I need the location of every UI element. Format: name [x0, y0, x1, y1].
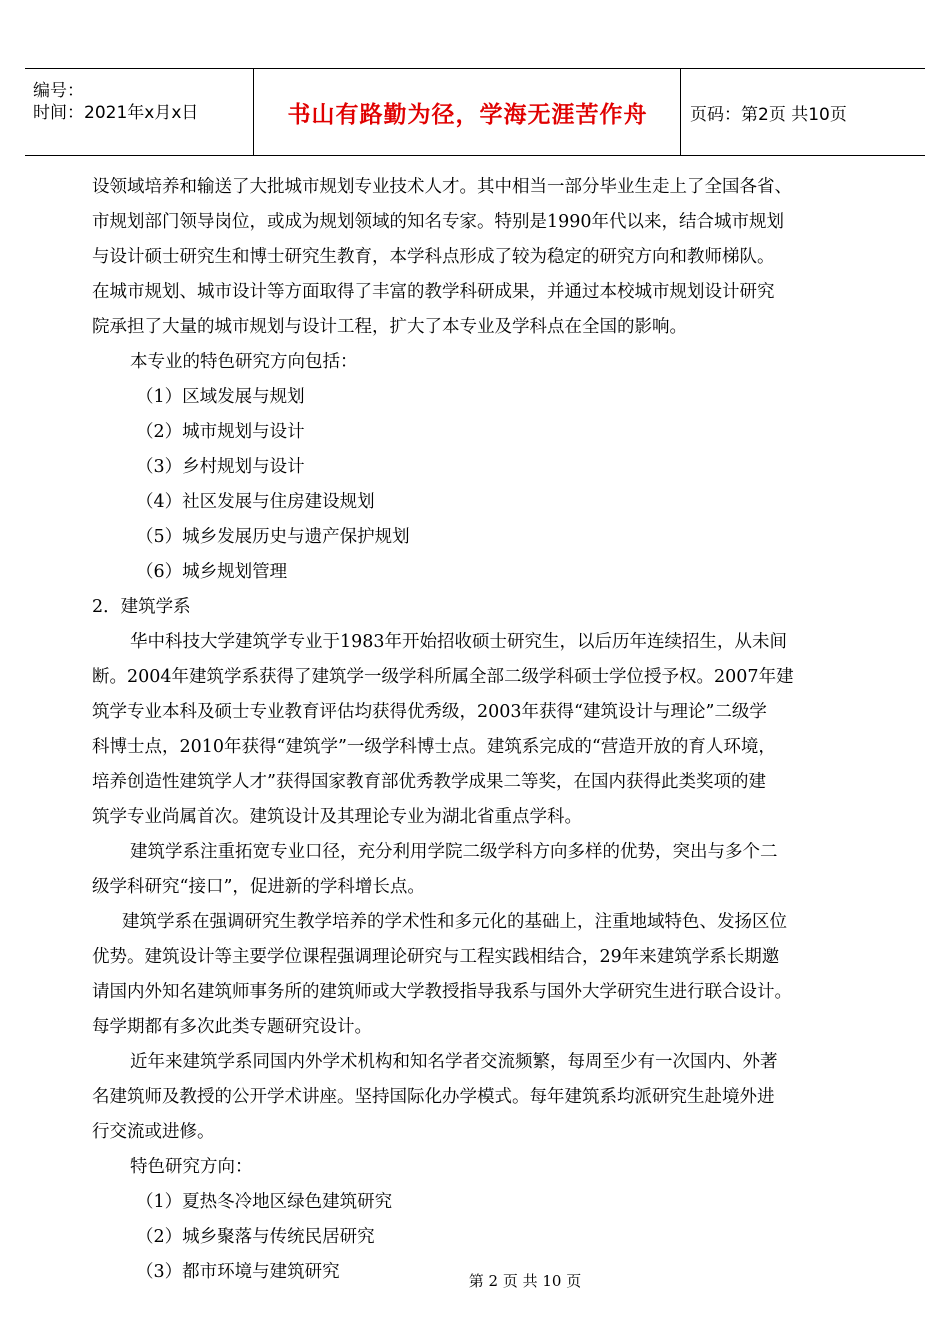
direction-item: （5）城乡发展历史与遗产保护规划 [136, 527, 410, 547]
page-footer: 第 2 页 共 10 页 [468, 1272, 582, 1290]
body-line: 在城市规划、城市设计等方面取得了丰富的教学科研成果，并通过本校城市规划设计研究 [92, 282, 775, 302]
direction-item: （2）城乡聚落与传统民居研究 [136, 1227, 375, 1247]
document-body [92, 170, 862, 1290]
section-heading: 2．建筑学系 [92, 597, 191, 617]
direction-item: （4）社区发展与住房建设规划 [136, 492, 375, 512]
direction-item: （1）夏热冬冷地区绿色建筑研究 [136, 1192, 393, 1212]
direction-item: （6）城乡规划管理 [136, 562, 288, 582]
body-line: 级学科研究“接口”，促进新的学科增长点。 [92, 877, 425, 897]
body-line: 院承担了大量的城市规划与设计工程，扩大了本专业及学科点在全国的影响。 [92, 317, 687, 337]
direction-item: （3）都市环境与建筑研究 [136, 1262, 340, 1282]
body-line: 优势。建筑设计等主要学位课程强调理论研究与工程实践相结合，29年来建筑学系长期邀 [92, 947, 780, 967]
body-line: 筑学专业本科及硕士专业教育评估均获得优秀级，2003年获得“建筑设计与理论”二级学 [92, 702, 767, 722]
body-line: 筑学专业尚属首次。建筑设计及其理论专业为湖北省重点学科。 [92, 807, 582, 827]
body-line: 培养创造性建筑学人才”获得国家教育部优秀教学成果二等奖，在国内获得此类奖项的建 [92, 772, 766, 792]
body-line: 断。2004年建筑学系获得了建筑学一级学科所属全部二级学科硕士学位授予权。2007年建 [92, 667, 794, 687]
header-page-label: 页码：第2页 共10页 [690, 104, 847, 125]
document-number-label: 编号： [33, 81, 84, 101]
body-line: 近年来建筑学系同国内外学术机构和知名学者交流频繁，每周至少有一次国内、外著 [130, 1052, 778, 1072]
directions-intro: 特色研究方向： [130, 1157, 253, 1177]
body-line: 建筑学系注重拓宽专业口径，充分利用学院二级学科方向多样的优势，突出与多个二 [130, 842, 778, 862]
body-line: 行交流或进修。 [92, 1122, 215, 1142]
header-motto: 书山有路勤为径，学海无涯苦作舟 [287, 101, 648, 128]
body-line: 设领域培养和输送了大批城市规划专业技术人才。其中相当一部分毕业生走上了全国各省、 [92, 177, 792, 197]
direction-item: （2）城市规划与设计 [136, 422, 305, 442]
body-line: 与设计硕士研究生和博士研究生教育，本学科点形成了较为稳定的研究方向和教师梯队。 [92, 247, 775, 267]
header-meta [33, 80, 198, 124]
body-line: 科博士点，2010年获得“建筑学”一级学科博士点。建筑系完成的“营造开放的育人环境， [92, 737, 776, 757]
direction-item: （1）区域发展与规划 [136, 387, 305, 407]
header-divider-right [680, 68, 681, 156]
header-divider-left [253, 68, 254, 156]
body-line: 请国内外知名建筑师事务所的建筑师或大学教授指导我系与国外大学研究生进行联合设计。 [92, 982, 792, 1002]
directions-intro: 本专业的特色研究方向包括： [130, 352, 358, 372]
body-line: 华中科技大学建筑学专业于1983年开始招收硕士研究生，以后历年连续招生，从未间 [130, 632, 788, 652]
document-time-label: 时间：2021年x月x日 [33, 103, 199, 123]
body-line: 建筑学系在强调研究生教学培养的学术性和多元化的基础上，注重地域特色、发扬区位 [122, 912, 787, 932]
direction-item: （3）乡村规划与设计 [136, 457, 305, 477]
body-line: 名建筑师及教授的公开学术讲座。坚持国际化办学模式。每年建筑系均派研究生赴境外进 [92, 1087, 775, 1107]
page-header [25, 68, 925, 156]
body-line: 每学期都有多次此类专题研究设计。 [92, 1017, 372, 1037]
body-line: 市规划部门领导岗位，或成为规划领域的知名专家。特别是1990年代以来，结合城市规划 [92, 212, 785, 232]
